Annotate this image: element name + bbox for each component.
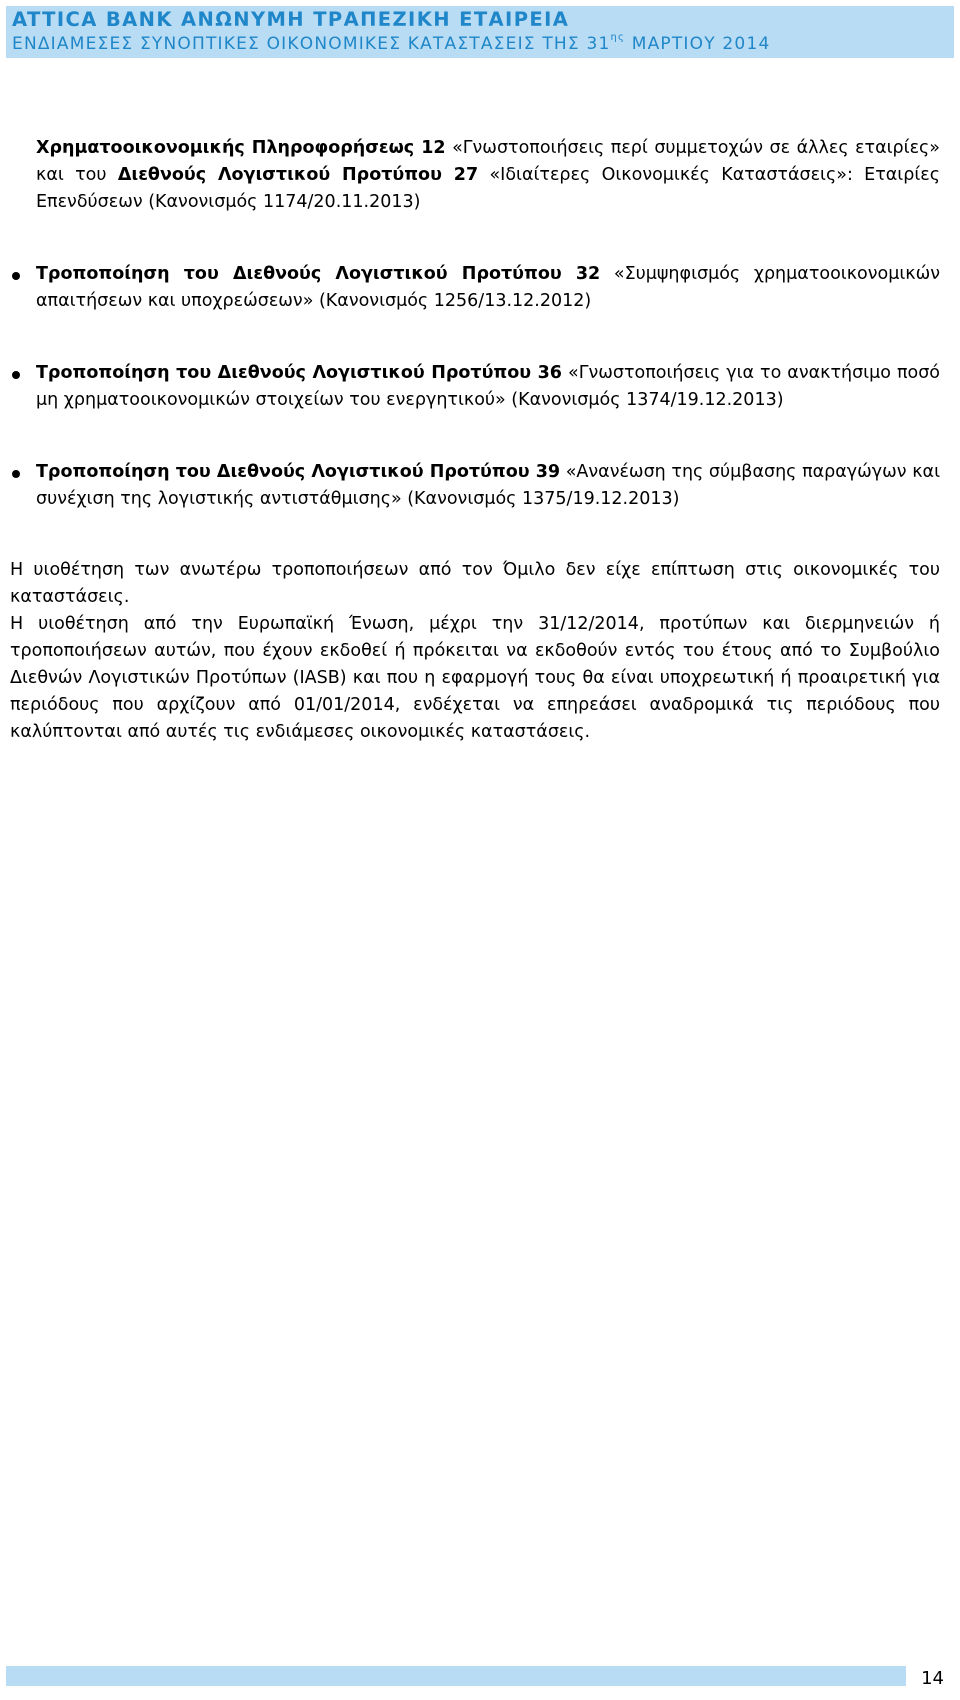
intro-bold-2: Διεθνούς Λογιστικού Προτύπου 27 xyxy=(117,165,479,185)
bullet-dot-icon xyxy=(12,470,20,478)
header-band xyxy=(6,6,954,58)
company-name: ATTICA BANK ΑΝΩΝΥΜΗ ΤΡΑΠΕΖΙΚΗ ΕΤΑΙΡΕΙΑ xyxy=(12,8,570,31)
bullet-bold: Τροποποίηση του Διεθνούς Λογιστικού Προτύπου 36 xyxy=(36,363,562,383)
report-subtitle xyxy=(12,34,770,54)
footer-band xyxy=(6,1666,906,1686)
bullet-bold: Τροποποίηση του Διεθνούς Λογιστικού Προτύπου 32 xyxy=(36,264,601,284)
impact-paragraph: Η υιοθέτηση των ανωτέρω τροποποιήσεων από τον Όμιλο δεν είχε επίπτωση στις οικονομικές του καταστάσεις. xyxy=(10,560,940,607)
bullet-item-ias36 xyxy=(10,360,940,414)
bullet-text: «Ανανέωση της σύμβασης παραγώγων και συνέχιση της λογιστικής αντιστάθμισης» (Κανονισμός 1375/19.12.2013) xyxy=(36,462,940,509)
bullet-item-ias32 xyxy=(10,261,940,315)
intro-bold-1: Χρηματοοικονομικής Πληροφορήσεως 12 xyxy=(36,138,446,158)
bullet-text: «Συμψηφισμός χρηματοοικονομικών απαιτήσεων και υποχρεώσεων» (Κανονισμός 1256/13.12.2012) xyxy=(36,264,940,311)
page-number: 14 xyxy=(921,1668,944,1689)
bullet-bold: Τροποποίηση του Διεθνούς Λογιστικού Προτύπου 39 xyxy=(36,462,561,482)
bullet-dot-icon xyxy=(12,371,20,379)
intro-text-1: «Γνωστοποιήσεις περί συμμετοχών σε άλλες εταιρίες» και του xyxy=(36,138,941,185)
bullet-text: «Γνωστοποιήσεις για το ανακτήσιμο ποσό μη χρηματοοικονομικών στοιχείων του ενεργητικού» (Κανονισμός 1374/19.12.2013) xyxy=(36,363,940,410)
subtitle-superscript: ης xyxy=(610,32,626,43)
page-content xyxy=(10,135,940,746)
eu-adoption-paragraph: Η υιοθέτηση από την Ευρωπαϊκή Ένωση, μέχρι την 31/12/2014, προτύπων και διερμηνειών ή τροποποιήσεων αυτών, που έχουν εκδοθεί ή πρόκειται να εκδοθούν εντός του έτους από το Συμβούλιο Διεθνών Λογιστικών Προτύπων (IASB) και που η εφαρμογή τους θα είναι υποχρεωτική ή προαιρετική για περιόδους που αρχίζουν από 01/01/2014, ενδέχεται να επηρεάσει αναδρομικά τις περιόδους που καλύπτονται από αυτές τις ενδιάμεσες οικονομικές καταστάσεις. xyxy=(10,614,940,742)
bullet-dot-icon xyxy=(12,272,20,280)
intro-text-2: «Ιδιαίτερες Οικονομικές Καταστάσεις»: Εταιρίες Επενδύσεων (Κανονισμός 1174/20.11.2013) xyxy=(36,165,940,212)
bullet-item-ias39 xyxy=(10,459,940,513)
subtitle-month-year: ΜΑΡΤΙΟΥ 2014 xyxy=(625,34,771,54)
subtitle-text: ΕΝΔΙΑΜΕΣΕΣ ΣΥΝΟΠΤΙΚΕΣ ΟΙΚΟΝΟΜΙΚΕΣ ΚΑΤΑΣΤΑΣΕΙΣ ΤΗΣ 31 xyxy=(12,34,611,54)
intro-paragraph xyxy=(10,135,940,216)
